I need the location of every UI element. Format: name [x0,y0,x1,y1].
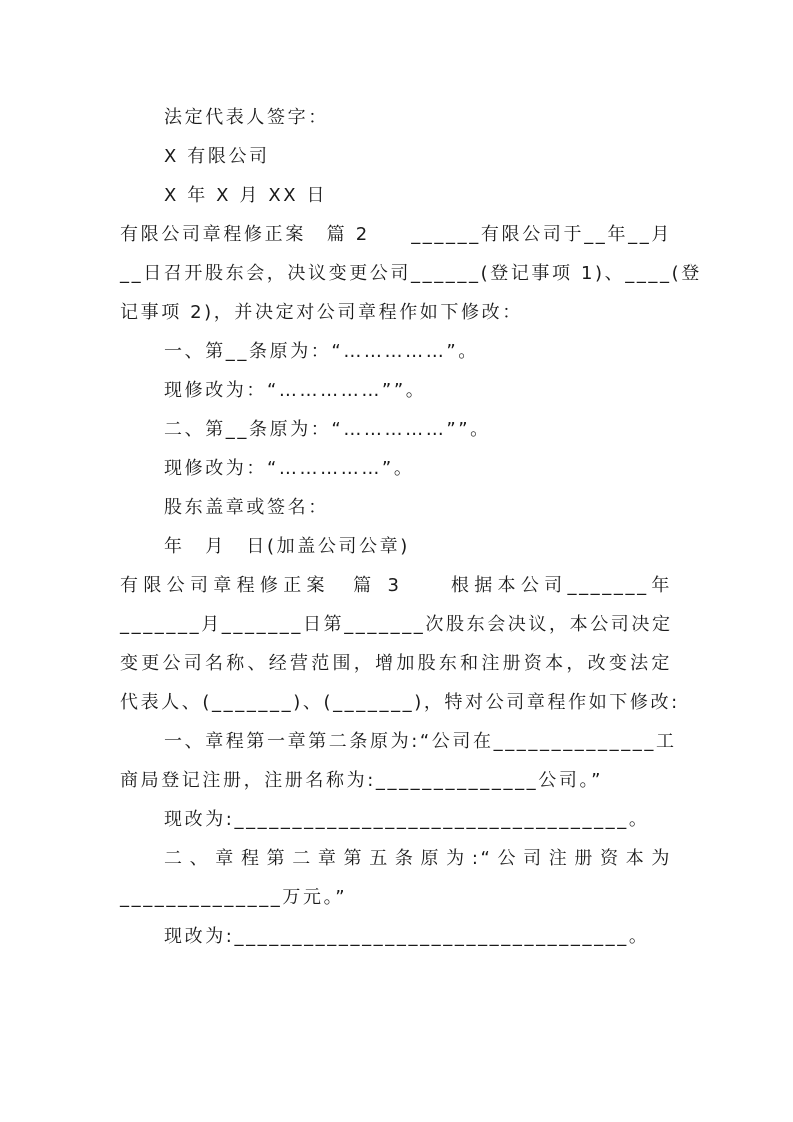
section-2-heading-line: 有限公司章程修正案 篇 2 ______有限公司于__年__月 [120,224,672,245]
document-body [120,98,702,956]
amendment-item-2-original: 二、第__条原为：“……………””。 [164,419,491,440]
section-3-body-line-2: 变更公司名称、经营范围，增加股东和注册资本，改变法定 [120,653,672,674]
company-name-line: X 有限公司 [164,146,270,167]
shareholder-signature-line: 股东盖章或签名： [164,497,329,518]
article-5-revised-line: 现改为:__________________________________。 [164,926,650,947]
section-3-body-line-3: 代表人、(_______)、(_______)，特对公司章程作如下修改: [120,692,680,713]
section-2-body-line-1: __日召开股东会，决议变更公司______(登记事项 1)、____(登 [120,263,702,284]
amendment-item-1-original: 一、第__条原为：“……………”。 [164,341,479,362]
amendment-item-2-revised: 现修改为：“……………”。 [164,458,415,479]
date-line: X 年 X 月 XX 日 [164,185,328,206]
article-2-original-line-1: 一、章程第一章第二条原为:“公司在______________工 [164,731,677,752]
amendment-item-1-revised: 现修改为：“……………””。 [164,380,427,401]
article-5-original-line-2: ______________万元。” [120,887,348,908]
section-2-body-line-2: 记事项 2)，并决定对公司章程作如下修改： [120,302,523,323]
article-2-original-line-2: 商局登记注册，注册名称为:______________公司。” [120,770,603,791]
section-3-heading-line: 有限公司章程修正案 篇 3 根据本公司_______年 [120,575,672,596]
section-3-body-line-1: _______月_______日第_______次股东会决议，本公司决定 [120,614,673,635]
signature-line: 法定代表人签字： [164,107,329,128]
article-2-revised-line: 现改为:__________________________________。 [164,809,650,830]
article-5-original-line-1: 二、章程第二章第五条原为:“公司注册资本为 [164,848,672,869]
seal-date-line: 年 月 日(加盖公司公章) [164,536,410,557]
